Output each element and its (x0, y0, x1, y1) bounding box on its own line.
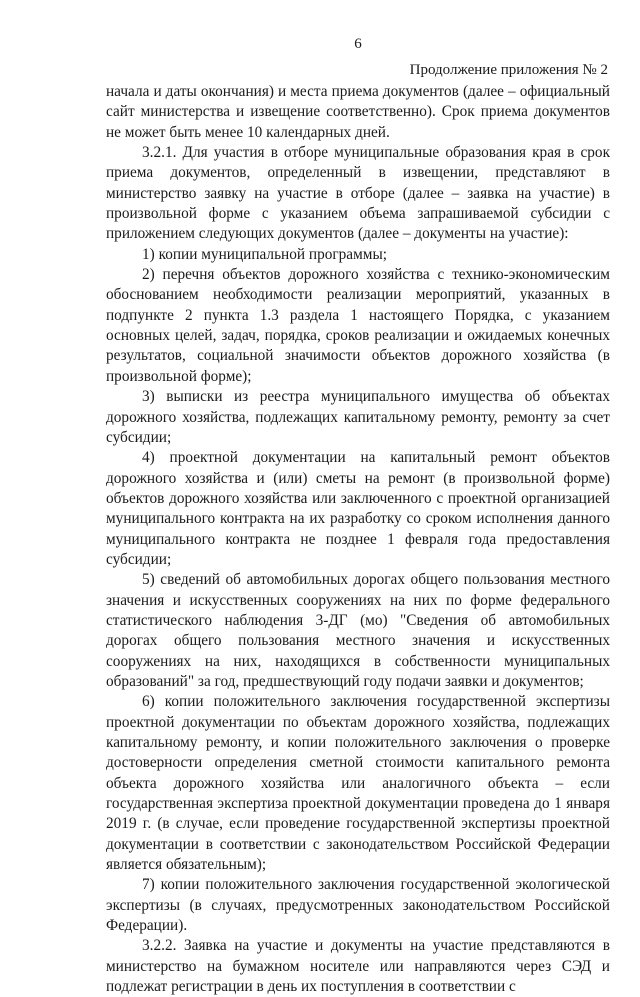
list-item-6: 6) копии положительного заключения государственной экспертизы проектной документации по объектам дорожного хозяйства, подлежащих капитальному ремонту, и копии положительного заключения о проверке достоверности определения сметной стоимости капитального ремонта объекта дорожного хозяйства или аналогичного объекта – если государственная экспертиза проектной документации проведена до 1 января 2019 г. (в случае, если проведение государственной экспертизы проектной документации в соответствии с законодательством Российской Федерации является обязательным); (106, 693, 610, 874)
list-item-1: 1) копии муниципальной программы; (142, 245, 387, 263)
paragraph-3-2-2: 3.2.2. Заявка на участие и документы на участие представляются в министерство на бумажном носителе или направляются через СЭД и подлежат регистрации в день их поступления в соответствии с (106, 937, 610, 996)
list-item-5: 5) сведений об автомобильных дорогах общего пользования местного значения и искусственных сооружениях на них по форме федерального статистического наблюдения 3-ДГ (мо) "Сведения об автомобильных дорогах общего пользования местного значения и искусственных сооружениях на них, находящихся в собственности муниципальных образований" за год, предшествующий году подачи заявки и документов; (106, 571, 610, 690)
list-item-7: 7) копии положительного заключения государственной экологической экспертизы (в случаях, предусмотренных законодательством Российской Федерации). (106, 876, 610, 935)
page-number: 6 (354, 36, 362, 52)
list-item-2: 2) перечня объектов дорожного хозяйства с технико-экономическим обоснованием необходимости реализации мероприятий, указанных в подпункте 2 пункта 1.3 раздела 1 настоящего Порядка, с указанием основных целей, задач, порядка, сроков реализации и ожидаемых конечных результатов, социальной значимости объектов дорожного хозяйства (в произвольной форме); (106, 266, 610, 385)
paragraph-3-2-1: 3.2.1. Для участия в отборе муниципальные образования края в срок приема документов, определенный в извещении, представляют в министерство заявку на участие в отборе (далее – заявка на участие) в произвольной форме с указанием объема запрашиваемой субсидии с приложением следующих документов (далее – документы на участие): (106, 144, 610, 243)
document-body (106, 82, 610, 997)
paragraph-deadline-continuation: начала и даты окончания) и места приема документов (далее – официальный сайт министерства и извещение соответственно). Срок приема документов не может быть менее 10 календарных дней. (106, 83, 610, 141)
list-item-3: 3) выписки из реестра муниципального имущества об объектах дорожного хозяйства, подлежащих капитальному ремонту, ремонту за счет субсидии; (106, 388, 610, 446)
list-item-4: 4) проектной документации на капитальный ремонт объектов дорожного хозяйства и (или) сметы на ремонт (в произвольной форме) объектов дорожного хозяйства или заключенного с проектной организацией муниципального контракта на их разработку со сроком исполнения данного муниципального контракта не позднее 1 февраля года предоставления субсидии; (106, 449, 610, 568)
appendix-continuation-note: Продолжение приложения № 2 (409, 62, 608, 78)
